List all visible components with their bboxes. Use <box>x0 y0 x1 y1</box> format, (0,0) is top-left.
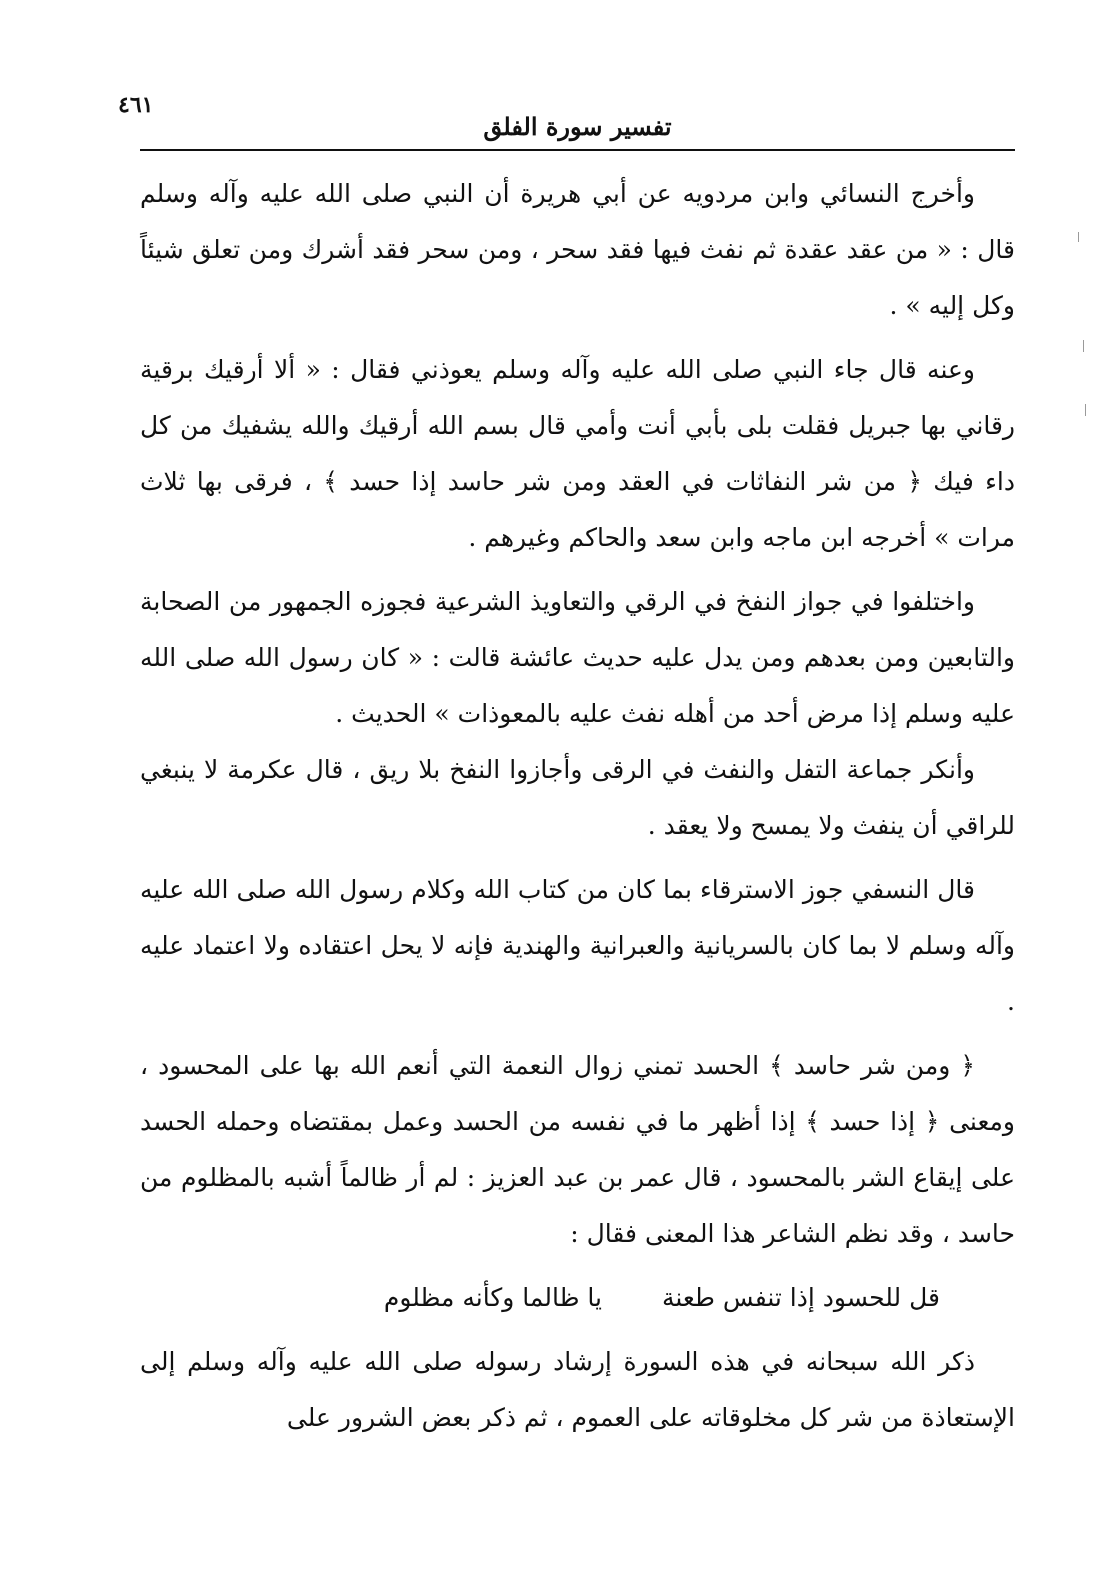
scan-mark <box>1078 232 1079 242</box>
scan-mark <box>1085 404 1086 416</box>
paragraph-nafkh-dispute: واختلفوا في جواز النفخ في الرقي والتعاويذ الشرعية فجوزه الجمهور من الصحابة والتابعين ومن بعدهم ومن يدل عليه حديث عائشة قالت : « كان رسول الله صلى الله عليه وسلم إذا مرض أحد من أهله نفث عليه بالمعوذات » الحديث . <box>140 587 1015 728</box>
verse-second-hemistich: يا ظالما وكأنه مظلوم <box>383 1283 602 1312</box>
paragraph-nasafi: قال النسفي جوز الاسترقاء بما كان من كتاب الله وكلام رسول الله صلى الله عليه وآله وسلم لا بما كان بالسريانية والعبرانية والهندية فإنه لا يحل اعتقاده ولا اعتماد عليه . <box>140 875 1015 1016</box>
poetry-verse <box>140 1270 1015 1326</box>
scan-mark <box>1083 340 1084 352</box>
paragraph-nasai-hadith: وأخرج النسائي وابن مردويه عن أبي هريرة أن النبي صلى الله عليه وآله وسلم قال : « من عقد عقدة ثم نفث فيها فقد سحر ، ومن سحر فقد أشرك ومن تعلق شيئاً وكل إليه » . <box>140 179 1015 320</box>
header-rule <box>140 149 1015 151</box>
paragraph-jibril-ruqya: وعنه قال جاء النبي صلى الله عليه وآله وسلم يعوذني فقال : « ألا أرقيك برقية رقاني بها جبريل فقلت بلى بأبي أنت وأمي قال بسم الله أرقيك والله يشفيك من كل داء فيك ﴿ من شر النفاثات في العقد ومن شر حاسد إذا حسد ﴾ ، فرقى بها ثلاث مرات » أخرجه ابن ماجه وابن سعد والحاكم وغيرهم . <box>140 355 1015 552</box>
paragraph-closing: ذكر الله سبحانه في هذه السورة إرشاد رسوله صلى الله عليه وآله وسلم إلى الإستعاذة من شر كل مخلوقاته على العموم ، ثم ذكر بعض الشرور على <box>140 1347 1015 1432</box>
paragraph-ikrima: وأنكر جماعة التفل والنفث في الرقى وأجازوا النفخ بلا ريق ، قال عكرمة لا ينبغي للراقي أن ينفث ولا يمسح ولا يعقد . <box>140 755 1015 840</box>
page-number: ٤٦١ <box>118 92 154 118</box>
paragraph-hasad: ﴿ ومن شر حاسد ﴾ الحسد تمني زوال النعمة التي أنعم الله بها على المحسود ، ومعنى ﴿ إذا حسد ﴾ إذا أظهر ما في نفسه من الحسد وعمل بمقتضاه وحمله الحسد على إيقاع الشر بالمحسود ، قال عمر بن عبد العزيز : لم أر ظالماً أشبه بالمظلوم من حاسد ، وقد نظم الشاعر هذا المعنى فقال : <box>140 1051 1015 1248</box>
verse-first-hemistich: قل للحسود إذا تنفس طعنة <box>661 1283 940 1312</box>
running-header-title: تفسير سورة الفلق <box>483 112 672 141</box>
body-text <box>140 166 1015 1454</box>
